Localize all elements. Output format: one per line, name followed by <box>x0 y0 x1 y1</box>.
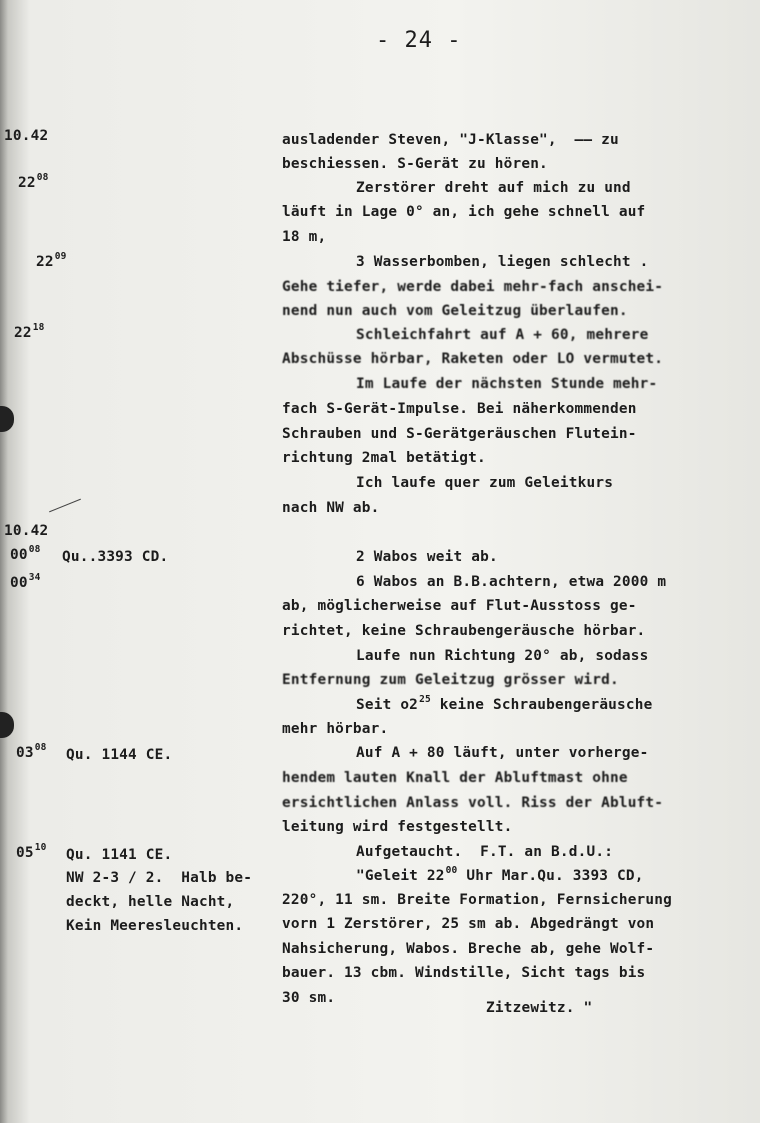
body-line: Im Laufe der nächsten Stunde mehr- <box>356 376 658 392</box>
body-line: fach S-Gerät-Impulse. Bei näherkommenden <box>282 401 637 417</box>
body-line: nach NW ab. <box>282 500 380 516</box>
body-line: Gehe tiefer, werde dabei mehr-fach anschei- <box>282 279 664 295</box>
body-line: läuft in Lage 0° an, ich gehe schnell auf <box>282 204 646 220</box>
position-note: Qu. 1144 CE. <box>66 747 173 763</box>
body-line: Ich laufe quer zum Geleitkurs <box>356 475 614 491</box>
body-line: Aufgetaucht. F.T. an B.d.U.: <box>356 844 614 860</box>
body-line: bauer. 13 cbm. Windstille, Sicht tags bis <box>282 965 646 981</box>
body-line: "Geleit $22^{00}$ Uhr Mar.Qu. 3393 CD, <box>356 865 644 884</box>
body-line: 3 Wasserbomben, liegen schlecht . <box>356 254 649 270</box>
body-line: Entfernung zum Geleitzug grösser wird. <box>282 672 619 688</box>
signature-line: Zitzewitz. " <box>486 1000 593 1016</box>
body-line: 30 sm. <box>282 990 336 1006</box>
margin-time: $22^{18}$ <box>14 322 45 341</box>
body-line: hendem lauten Knall der Abluftmast ohne <box>282 770 628 786</box>
body-line: richtung 2mal betätigt. <box>282 450 486 466</box>
body-line: vorn 1 Zerstörer, 25 sm ab. Abgedrängt von <box>282 916 655 932</box>
body-line: Schleichfahrt auf A + 60, mehrere <box>356 327 649 343</box>
body-line: Laufe nun Richtung 20° ab, sodass <box>356 648 649 664</box>
margin-time: $05^{10}$ <box>16 842 47 861</box>
body-line: nend nun auch vom Geleitzug überlaufen. <box>282 303 628 319</box>
margin-time: $22^{08}$ <box>18 172 49 191</box>
body-line: 18 m, <box>282 229 327 245</box>
margin-time: $22^{09}$ <box>36 251 67 270</box>
body-line: Auf A + 80 läuft, unter vorhergе- <box>356 745 649 761</box>
body-line: 6 Wabos an B.B.achtern, etwa 2000 m <box>356 574 667 590</box>
weather-note: Kein Meeresleuchten. <box>66 918 244 934</box>
page-number: - 24 - <box>376 28 462 53</box>
position-note: Qu. 1141 CE. <box>66 847 173 863</box>
body-line: mehr hörbar. <box>282 721 389 737</box>
body-line: richtet, keine Schraubengeräusche hörbar. <box>282 623 646 639</box>
body-line: beschiessen. S-Gerät zu hören. <box>282 156 548 172</box>
body-line: Nahsicherung, Wabos. Breche ab, gehe Wolf- <box>282 941 655 957</box>
body-line: ausladender Steven, "J-Klasse", —— zu <box>282 132 619 148</box>
body-line: leitung wird festgestellt. <box>282 819 513 835</box>
body-line: ersichtlichen Anlass voll. Riss der Abluft- <box>282 795 664 811</box>
margin-time: $03^{08}$ <box>16 742 47 761</box>
body-line: Seit $o2^{25}$ keine Schraubengeräusche <box>356 694 653 713</box>
margin-date: 10.42 <box>4 128 49 144</box>
margin-time: $00^{34}$ <box>10 572 41 591</box>
weather-note: deckt, helle Nacht, <box>66 894 235 910</box>
margin-time: $00^{08}$ <box>10 544 41 563</box>
body-line: Abschüsse hörbar, Raketen oder LO vermutet. <box>282 351 664 367</box>
margin-date: 10.42 <box>4 523 49 539</box>
weather-note: NW 2-3 / 2. Halb be- <box>66 870 253 886</box>
body-line: Zerstörer dreht auf mich zu und <box>356 180 631 196</box>
body-line: ab, möglicherweise auf Flut-Ausstoss ge- <box>282 598 637 614</box>
body-line: 220°, 11 sm. Breite Formation, Fernsicherung <box>282 892 673 908</box>
body-line: Schrauben und S-Gerätgeräuschen Flutein- <box>282 426 637 442</box>
body-line: 2 Wabos weit ab. <box>356 549 498 565</box>
position-note: Qu..3393 CD. <box>62 549 169 565</box>
